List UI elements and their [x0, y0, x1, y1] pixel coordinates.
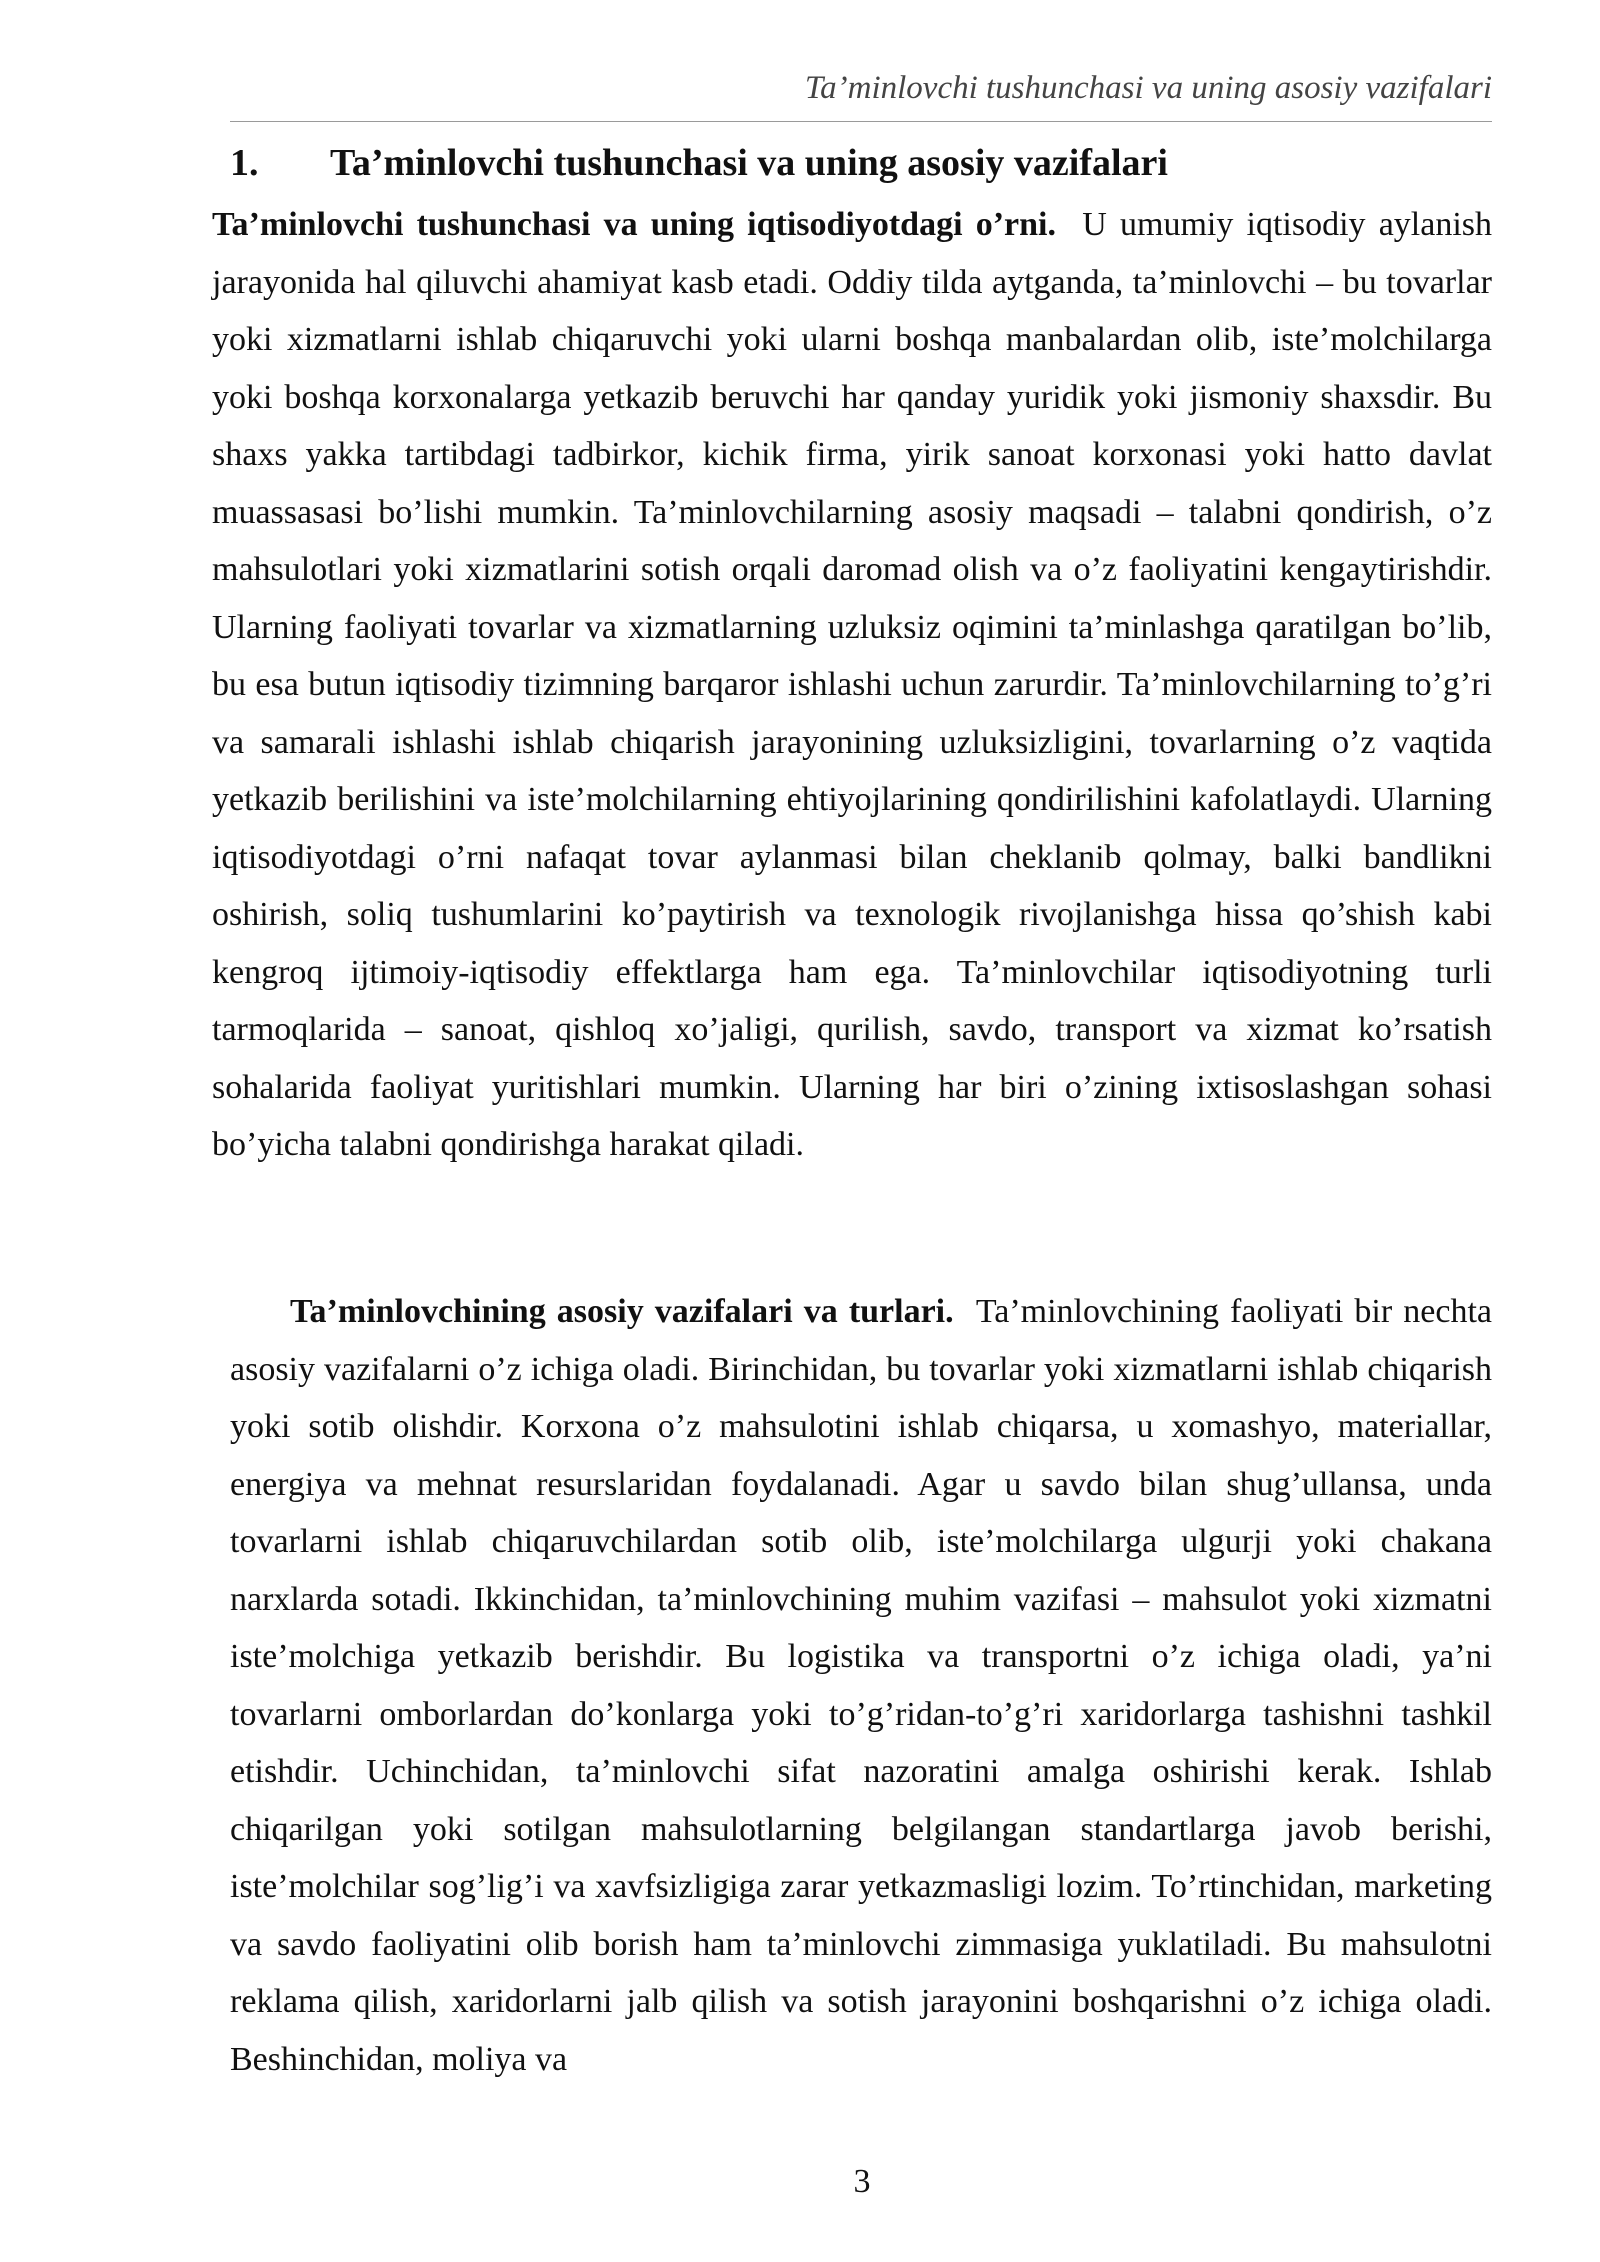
section-heading: [230, 135, 1168, 191]
paragraph-1: [212, 196, 1492, 1174]
running-header: Ta’minlovchi tushunchasi va uning asosiy vazifalari: [804, 70, 1492, 106]
page-number: 3: [853, 2163, 871, 2200]
paragraph-2-text: Ta’minlovchining faoliyati bir nechta asosiy vazifalarni o’z ichiga oladi. Birinchidan, bu tovarlar yoki xizmatlarni ishlab chiqarish yoki sotib olishdir. Korxona o’z mahsulotini ishlab chiqarsa, u xomashyo, materiallar, energiya va mehnat resurslaridan foydalanadi. Agar u savdo bilan shug’ullansa, unda tovarlarni ishlab chiqaruvchilardan sotib olib, iste’molchilarga ulgurji yoki chakana narxlarda sotadi. Ikkinchidan, ta’minlovchining muhim vazifasi – mahsulot yoki xizmatni iste’molchiga yetkazib berishdir. Bu logistika va transportni o’z ichiga oladi, ya’ni tovarlarni omborlardan do’konlarga yoki to’g’ridan-to’g’ri xaridorlarga tashishni tashkil etishdir. Uchinchidan, ta’minlovchi sifat nazoratini amalga oshirishi kerak. Ishlab chiqarilgan yoki sotilgan mahsulotlarning belgilangan standartlarga javob berishi, iste’molchilar sog’lig’i va xavfsizligiga zarar yetkazmasligi lozim. To’rtinchidan, marketing va savdo faoliyatini olib borish ham ta’minlovchi zimmasiga yuklatiladi. Bu mahsulotni reklama qilish, xaridorlarni jalb qilish va sotish jarayonini boshqarishni o’z ichiga oladi. Beshinchidan, moliya va: [230, 1293, 1493, 2078]
paragraph-1-text: U umumiy iqtisodiy aylanish jarayonida hal qiluvchi ahamiyat kasb etadi. Oddiy tilda aytganda, ta’minlovchi – bu tovarlar yoki xizmatlarni ishlab chiqaruvchi yoki ularni boshqa manbalardan olib, iste’molchilarga yoki boshqa korxonalarga yetkazib beruvchi har qanday yuridik yoki jismoniy shaxsdir. Bu shaxs yakka tartibdagi tadbirkor, kichik firma, yirik sanoat korxonasi yoki hatto davlat muassasasi bo’lishi mumkin. Ta’minlovchilarning asosiy maqsadi – talabni qondirish, o’z mahsulotlari yoki xizmatlarini sotish orqali daromad olish va o’z faoliyatini kengaytirishdir. Ularning faoliyati tovarlar va xizmatlarning uzluksiz oqimini ta’minlashga qaratilgan bo’lib, bu esa butun iqtisodiy tizimning barqaror ishlashi uchun zarurdir. Ta’minlovchilarning to’g’ri va samarali ishlashi ishlab chiqarish jarayonining uzluksizligini, tovarlarning o’z vaqtida yetkazib berilishini va iste’molchilarning ehtiyojlarining qondirilishini kafolatlaydi. Ularning iqtisodiyotdagi o’rni nafaqat tovar aylanmasi bilan cheklanib qolmay, balki bandlikni oshirish, soliq tushumlarini ko’paytirish va texnologik rivojlanishga hissa qo’shish kabi kengroq ijtimoiy-iqtisodiy effektlarga ham ega. Ta’minlovchilar iqtisodiyotning turli tarmoqlarida – sanoat, qishloq xo’jaligi, qurilish, savdo, transport va xizmat ko’rsatish sohalarida faoliyat yuritishlari mumkin. Ularning har biri o’zining ixtisoslashgan sohasi bo’yicha talabni qondirishga harakat qiladi.: [212, 206, 1492, 1163]
section-number: 1.: [230, 142, 259, 184]
paragraph-1-lead: Ta’minlovchi tushunchasi va uning iqtisodiyotdagi o’rni.: [212, 206, 1056, 243]
header-rule: [230, 121, 1492, 122]
section-title: Ta’minlovchi tushunchasi va uning asosiy vazifalari: [330, 142, 1168, 184]
paragraph-2-lead: Ta’minlovchining asosiy vazifalari va turlari.: [290, 1293, 954, 1330]
paragraph-2: [230, 1283, 1492, 2088]
